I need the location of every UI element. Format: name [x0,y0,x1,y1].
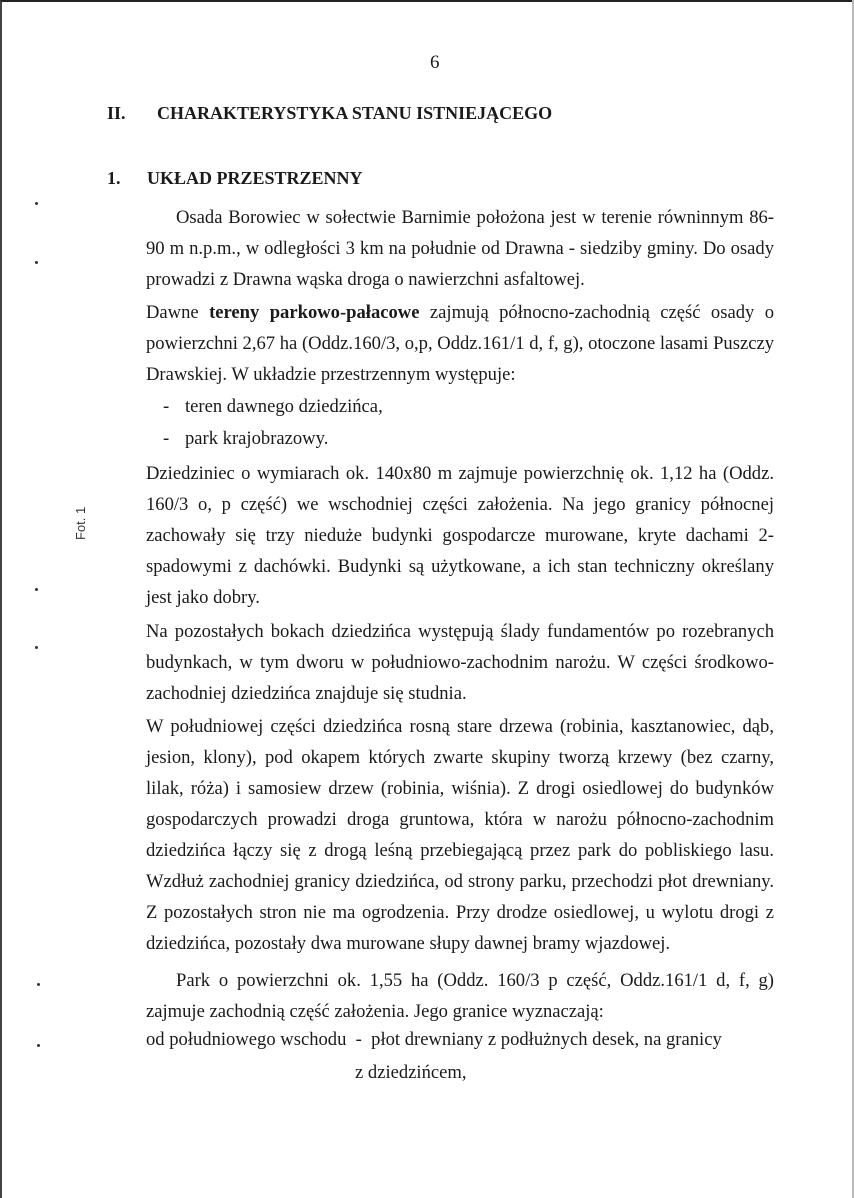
paragraph-foundations [146,616,774,709]
page-number: 6 [430,52,440,73]
text-run: zajmują północno-zachodnią część osady o powierzchni 2,67 ha (Oddz.160/3, o,p, Oddz.161/1 d, f, g), otoczone lasami Puszczy Drawskiej. W układzie przestrzennym występuje: [146,302,774,385]
paragraph-text: Na pozostałych bokach dziedzińca występują ślady fundamentów po rozebranych budynkach, w tym dworu w południowo-zachodnim narożu. W części środkowo-zachodniej dziedzińca znajduje się studnia. [146,621,774,704]
paragraph-location [146,202,774,295]
paragraph-text: Dziedziniec o wymiarach ok. 140x80 m zajmuje powierzchnię ok. 1,12 ha (Oddz. 160/3 o, p część) we wschodniej części założenia. Na jego granicy północnej zachowały się trzy nieduże budynki gospodarcze murowane, kryte dachami 2-spadowymi z dachówki. Budynki są użytkowane, a ich stan techniczny określany jest jako dobry. [146,463,774,608]
subsection-title: UKŁAD PRZESTRZENNY [147,168,363,188]
list-item: - teren dawnego dziedzińca, [163,396,383,417]
text-run: Dawne [146,302,210,323]
paragraph-text: Osada Borowiec w sołectwie Barnimie położona jest w terenie równinnym 86-90 m n.p.m., w odległości 3 km na południe od Drawna - siedziby gminy. Do osady prowadzi z Drawna wąska droga o nawierzchni asfaltowej. [146,207,774,290]
paragraph-park-areas [146,297,774,390]
list-item-text: park krajobrazowy. [185,428,329,449]
scan-dot [35,202,38,205]
scan-dot [37,983,40,986]
boundary-line-continuation: z dziedzińcem, [355,1062,467,1083]
paragraph-park [146,965,774,1027]
section-title: CHARAKTERYSTYKA STANU ISTNIEJĄCEGO [157,103,553,123]
paragraph-courtyard [146,458,774,613]
subsection-number: 1. [107,168,121,188]
paragraph-text: Park o powierzchni ok. 1,55 ha (Oddz. 160/3 p część, Oddz.161/1 d, f, g) zajmuje zachodnią część założenia. Jego granice wyznaczają: [146,970,774,1022]
scan-dot [37,1044,40,1047]
paragraph-text [146,297,774,390]
scan-dot [35,646,38,649]
margin-note-photo-ref: Fot. 1 [73,506,88,540]
paragraph-text: W południowej części dziedzińca rosną stare drzewa (robinia, kasztanowiec, dąb, jesion, klony), pod okapem których zwarte skupiny tworzą krzewy (bez czarny, lilak, róża) i samosiew drzew (robinia, wiśnia). Z drogi osiedlowej do budynków gospodarczych prowadzi droga gruntowa, która w narożu północno-zachodnim dziedzińca łączy się z drogą leśną przebiegającą przez park do pobliskiego lasu. Wzdłuż zachodniej granicy dziedzińca, od strony parku, przechodzi płot drewniany. Z pozostałych stron nie ma ogrodzenia. Przy drodze osiedlowej, u wylotu drogi z dziedzińca, pozostały dwa murowane słupy dawnej bramy wjazdowej. [146,716,774,954]
bold-term: tereny parkowo-pałacowe [209,302,420,323]
paragraph-trees [146,711,774,959]
section-number: II. [107,103,126,123]
boundary-line: od południowego wschodu - płot drewniany z podłużnych desek, na granicy [146,1029,722,1050]
scan-dot [35,588,38,591]
list-item: - park krajobrazowy. [163,428,329,449]
list-item-text: teren dawnego dziedzińca, [185,396,383,417]
scan-dot [35,261,38,264]
